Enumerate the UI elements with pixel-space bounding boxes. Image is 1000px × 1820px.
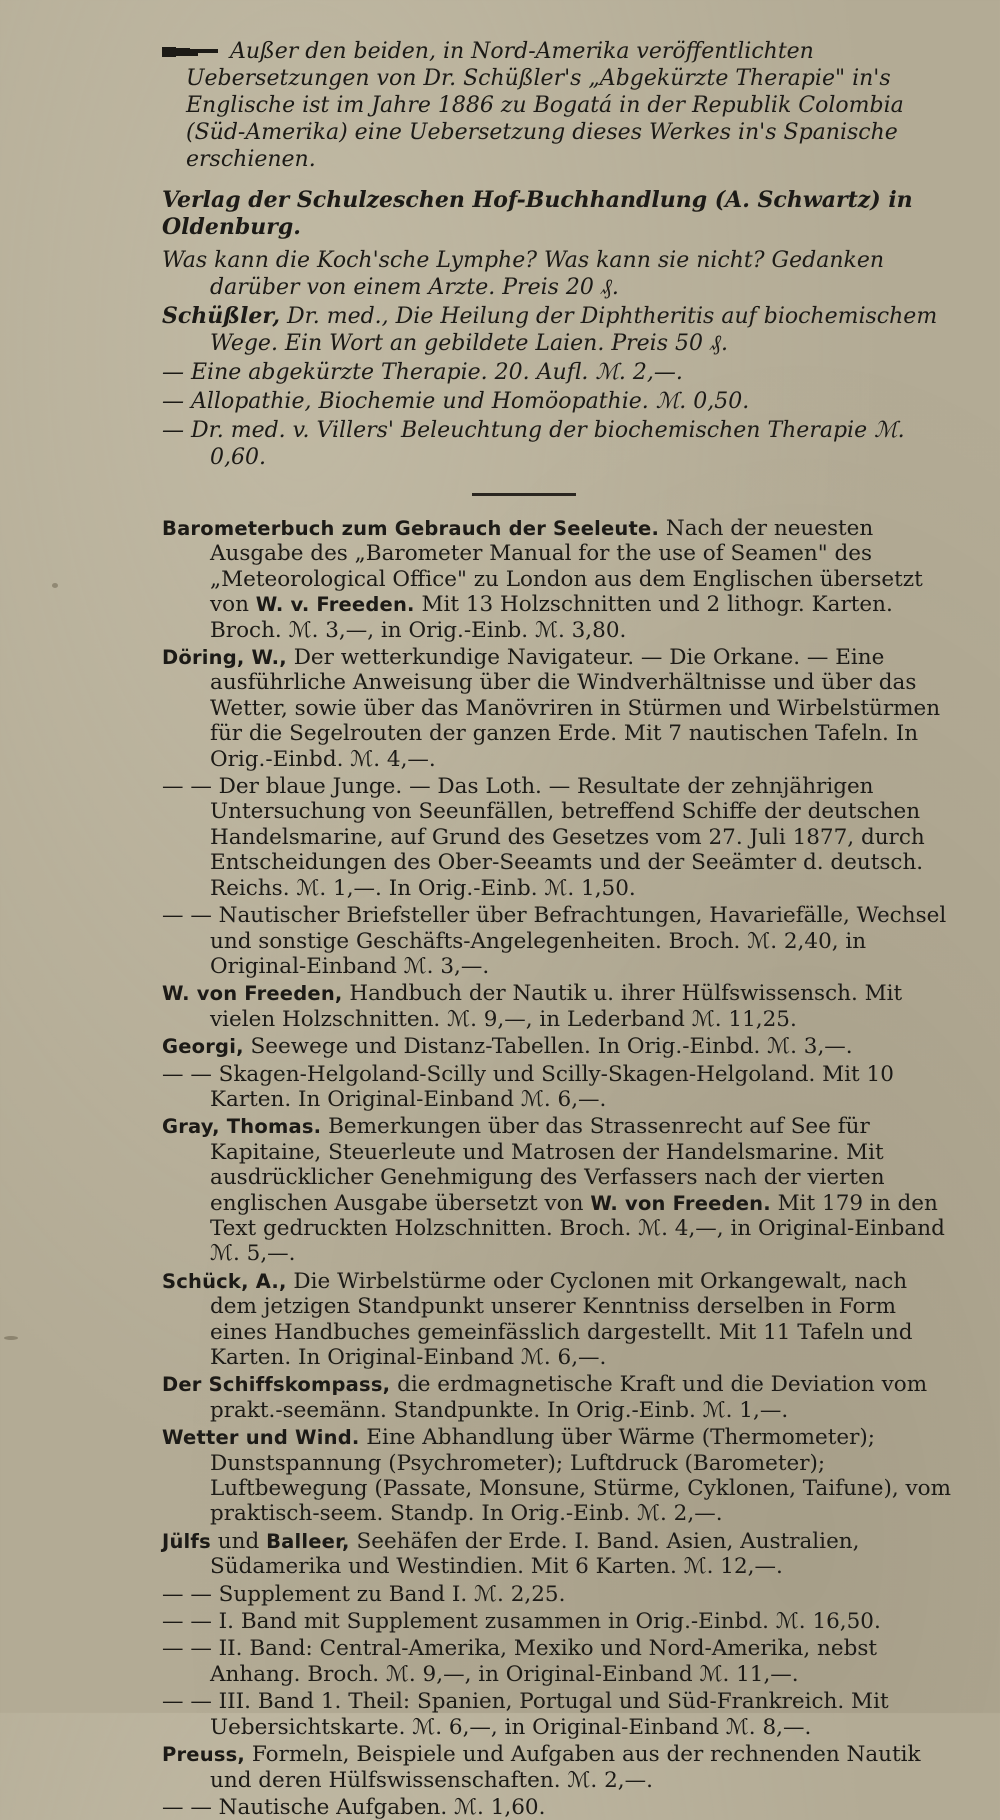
list-item: — Eine abgekürzte Therapie. 20. Aufl. ℳ. 2,—. [162, 360, 683, 385]
catalog-entry: Georgi, Seewege und Distanz-Tabellen. In Orig.-Einbd. ℳ. 3,—. [162, 1034, 853, 1060]
catalog-entry: — — I. Band mit Supplement zusammen in Orig.-Einbd. ℳ. 16,50. [162, 1609, 881, 1635]
translation-notice [186, 38, 960, 173]
catalog-entry: Döring, W., Der wetterkundige Navigateur. — Die Orkane. — Eine ausführliche Anweisung über die Windverhältnisse und über das Wetter, sowie über das Manövriren in Stürmen und Wirbelstürmen für die Segelrouten der ganzen Erde. Mit 7 nautischen Tafeln. In Orig.-Einbd. ℳ. 4,—. [162, 645, 941, 772]
notice-text: Außer den beiden, in Nord-Amerika veröffentlichten Uebersetzungen von Dr. Schüßler's „Abgekürzte Therapie" in's Englische ist im Jahre 1886 zu Bogatá in der Republik Colombia (Süd-Amerika) eine Uebersetzung dieses Werkes in's Spanische erschienen. [186, 39, 904, 172]
catalog-entry: — — II. Band: Central-Amerika, Mexiko und Nord-Amerika, nebst Anhang. Broch. ℳ. 9,—, in Original-Einband ℳ. 11,—. [162, 1636, 878, 1687]
section-divider [472, 493, 576, 496]
catalog-entry: Wetter und Wind. Eine Abhandlung über Wärme (Thermometer); Dunstspannung (Psychrometer); Luftdruck (Barometer); Luftbewegung (Passate, Monsune, Stürme, Cyklonen, Taifune), vom praktisch-seem. Standp. In Orig.-Einb. ℳ. 2,—. [162, 1425, 952, 1527]
catalog-entry: — — Nautischer Briefsteller über Befrachtungen, Havariefälle, Wechsel und sonstige Geschäfts-Angelegenheiten. Broch. ℳ. 2,40, in Original-Einband ℳ. 3,—. [162, 903, 947, 979]
list-item: Schüßler, Dr. med., Die Heilung der Diphtheritis auf biochemischem Wege. Ein Wort an gebildete Laien. Preis 50 ₰. [162, 303, 938, 356]
catalog-entry: Der Schiffskompass, die erdmagnetische Kraft und die Deviation vom prakt.-seemänn. Standpunkte. In Orig.-Einb. ℳ. 1,—. [162, 1372, 928, 1423]
catalog-entry: W. von Freeden, Handbuch der Nautik u. ihrer Hülfswissensch. Mit vielen Holzschnitten. ℳ. 9,—, in Lederband ℳ. 11,25. [162, 981, 903, 1032]
catalog-entry: — — Nautische Aufgaben. ℳ. 1,60. [162, 1794, 546, 1820]
list-item: Was kann die Koch'sche Lymphe? Was kann sie nicht? Gedanken darüber von einem Arzte. Preis 20 ₰. [162, 248, 885, 300]
catalog-entry: — — Supplement zu Band I. ℳ. 2,25. [162, 1581, 566, 1607]
list-item: — Dr. med. v. Villers' Beleuchtung der biochemischen Therapie ℳ. 0,60. [162, 418, 905, 470]
catalog-entry: Jülfs und Balleer, Seehäfen der Erde. I. Band. Asien, Australien, Südamerika und Westindien. Mit 6 Karten. ℳ. 12,—. [162, 1528, 860, 1580]
catalog-entry: — — III. Band 1. Theil: Spanien, Portugal und Süd-Frankreich. Mit Uebersichtskarte. ℳ. 6,—, in Original-Einband ℳ. 8,—. [162, 1689, 889, 1740]
catalog-entry: Preuss, Formeln, Beispiele und Aufgaben aus der rechnenden Nautik und deren Hülfswissenschaften. ℳ. 2,—. [162, 1742, 921, 1793]
ink-spot [52, 583, 58, 588]
publisher-section [162, 38, 960, 471]
catalog-entry: Barometerbuch zum Gebrauch der Seeleute. Nach der neuesten Ausgabe des „Barometer Manual for the use of Seamen" des „Meteorological Office" zu London aus dem Englischen übersetzt von W. v. Freeden. Mit 13 Holzschnitten und 2 lithogr. Karten. Broch. ℳ. 3,—, in Orig.-Einb. ℳ. 3,80. [162, 516, 923, 643]
ink-spot [4, 1336, 18, 1340]
catalog-entry: — — Der blaue Junge. — Das Loth. — Resultate der zehnjährigen Untersuchung von Seeunfällen, betreffend Schiffe der deutschen Handelsmarine, auf Grund des Gesetzes vom 27. Juli 1877, durch Entscheidungen des Ober-Seeamts und der Seeämter d. deutsch. Reichs. ℳ. 1,—. In Orig.-Einb. ℳ. 1,50. [162, 774, 925, 901]
catalog-entry: — — Skagen-Helgoland-Scilly und Scilly-Skagen-Helgoland. Mit 10 Karten. In Original-Einband ℳ. 6,—. [162, 1061, 894, 1112]
list-item: — Allopathie, Biochemie und Homöopathie. ℳ. 0,50. [162, 389, 750, 414]
catalog-entry: Schück, A., Die Wirbelstürme oder Cyclonen mit Orkangewalt, nach dem jetzigen Standpunkt unserer Kenntniss derselben in Form eines Handbuches gemeinfässlich dargestellt. Mit 11 Tafeln und Karten. In Original-Einband ℳ. 6,—. [162, 1268, 913, 1370]
nautical-catalog [162, 516, 960, 1820]
publisher-heading: Verlag der Schulzeschen Hof-Buchhandlung (A. Schwartz) in Oldenburg. [162, 187, 913, 240]
pointing-hand-icon [162, 45, 220, 59]
catalog-entry: Gray, Thomas. Bemerkungen über das Strassenrecht auf See für Kapitaine, Steuerleute und Matrosen der Handelsmarine. Mit ausdrücklicher Genehmigung des Verfassers nach der vierten englischen Ausgabe übersetzt von W. von Freeden. Mit 179 in den Text gedruckten Holzschnitten. Broch. ℳ. 4,—, in Original-Einband ℳ. 5,—. [162, 1114, 945, 1267]
